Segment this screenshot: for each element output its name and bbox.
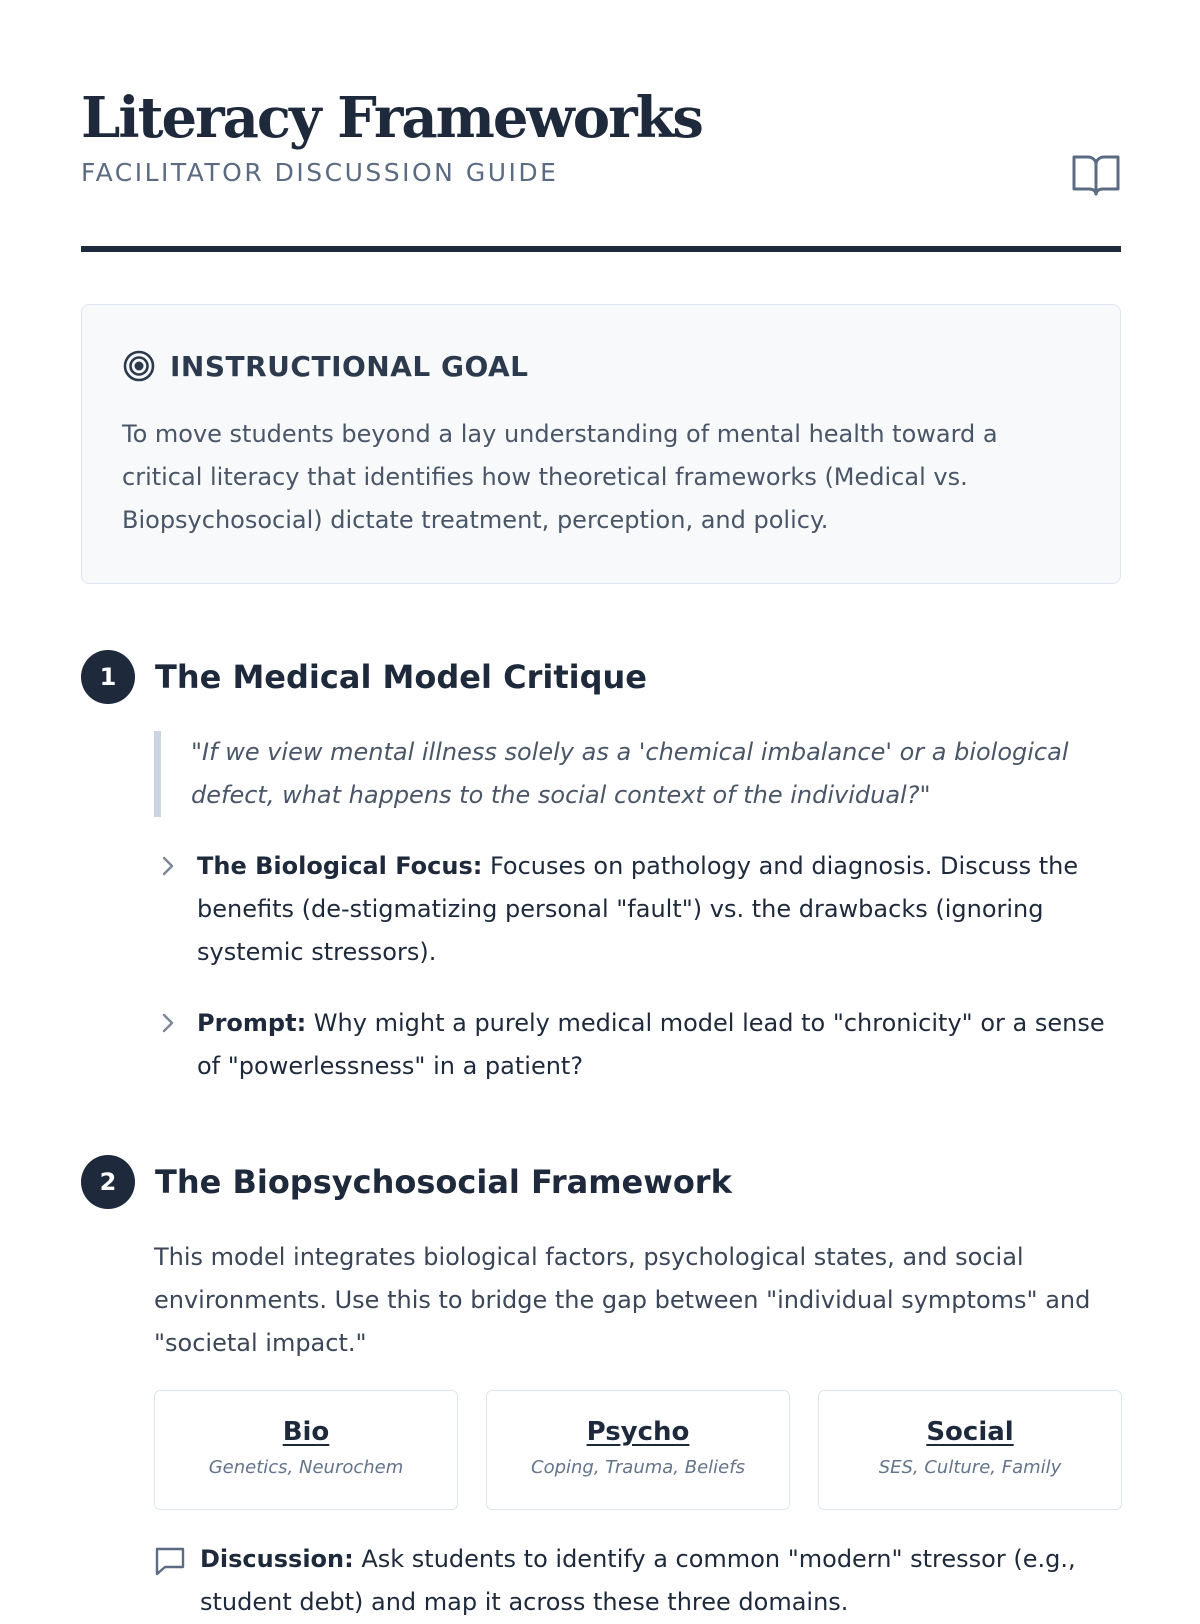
card-subtitle: Genetics, Neurochem	[208, 1457, 404, 1478]
card-title: Social	[926, 1417, 1014, 1447]
goal-title: INSTRUCTIONAL GOAL	[170, 349, 529, 383]
section-title: The Biopsychosocial Framework	[155, 1163, 732, 1201]
speech-bubble-icon	[154, 1538, 200, 1624]
framework-card-psycho	[486, 1390, 790, 1510]
bullet-label: Prompt:	[197, 1009, 307, 1037]
bullet-text	[197, 1002, 1121, 1088]
page-title: Literacy Frameworks	[81, 85, 702, 151]
bullet-item	[161, 845, 1121, 974]
section-2-heading	[81, 1155, 732, 1209]
card-title: Bio	[282, 1417, 330, 1447]
card-subtitle: Coping, Trauma, Beliefs	[531, 1457, 745, 1478]
section-title: The Medical Model Critique	[155, 658, 647, 696]
chevron-right-icon	[161, 845, 197, 974]
goal-text: To move students beyond a lay understanding of mental health toward a critical literacy that identifies how theoretical frameworks (Medical vs. Biopsychosocial) dictate treatment, perception, and policy.	[122, 420, 998, 534]
bullet-body: Focuses on pathology and diagnosis. Discuss the benefits (de-stigmatizing personal "fault") vs. the drawbacks (ignoring systemic stressors).	[197, 852, 1079, 966]
card-subtitle: SES, Culture, Family	[878, 1457, 1062, 1478]
instructional-goal-panel	[81, 304, 1121, 584]
section-1-heading	[81, 650, 647, 704]
section-2-paragraph: This model integrates biological factors, psychological states, and social environments. Use this to bridge the gap between "individual symptoms" and "societal impact."	[154, 1243, 1091, 1357]
page-subtitle: FACILITATOR DISCUSSION GUIDE	[81, 158, 559, 187]
bullet-body: Why might a purely medical model lead to "chronicity" or a sense of "powerlessness" in a patient?	[197, 1009, 1105, 1080]
section-number-badge: 1	[81, 650, 135, 704]
section-1-quote: "If we view mental illness solely as a 'chemical imbalance' or a biological defect, what happens to the social context of the individual?"	[154, 731, 1122, 817]
section-number-badge: 2	[81, 1155, 135, 1209]
bullet-text	[197, 845, 1121, 974]
discussion-body: Ask students to identify a common "modern" stressor (e.g., student debt) and map it across these three domains.	[200, 1545, 1076, 1616]
discussion-text	[200, 1538, 1122, 1624]
page-header	[81, 0, 1121, 252]
target-icon	[122, 349, 156, 383]
bullet-item	[161, 1002, 1121, 1088]
framework-card-social	[818, 1390, 1122, 1510]
framework-cards	[154, 1390, 1122, 1510]
guide-page	[81, 0, 1121, 1616]
discussion-item	[154, 1538, 1122, 1624]
framework-card-bio	[154, 1390, 458, 1510]
chevron-right-icon	[161, 1002, 197, 1088]
bullet-label: The Biological Focus:	[197, 852, 483, 880]
card-title: Psycho	[586, 1417, 690, 1447]
goal-heading	[122, 349, 529, 383]
discussion-label: Discussion:	[200, 1545, 354, 1573]
open-book-icon	[1071, 150, 1121, 200]
